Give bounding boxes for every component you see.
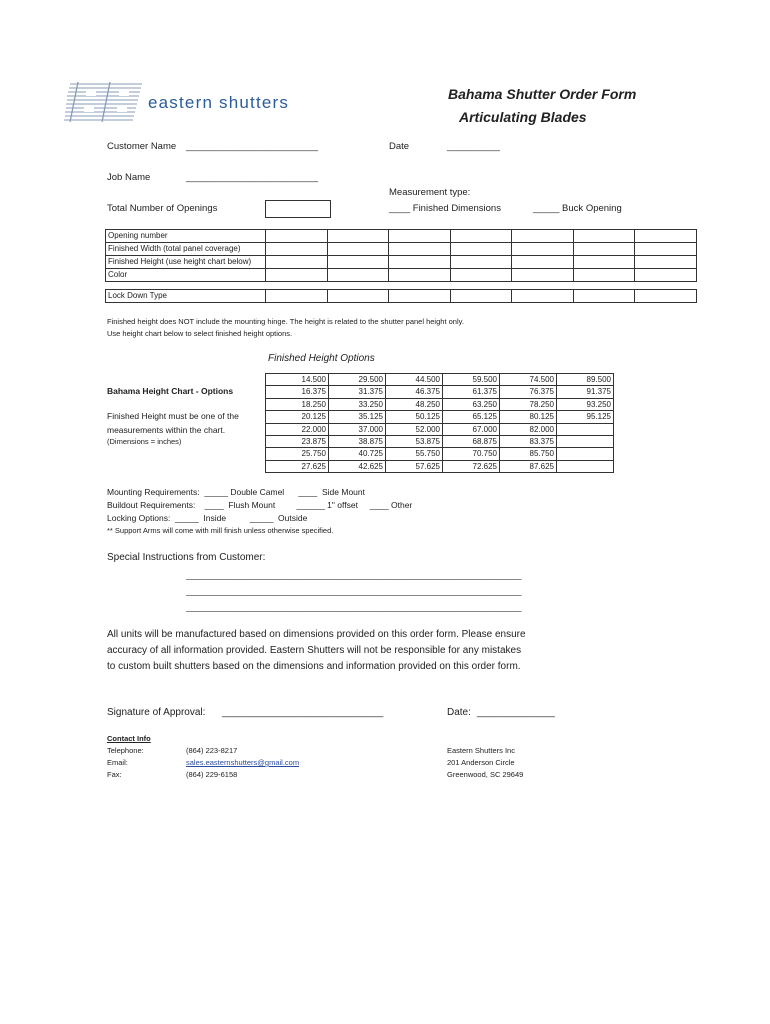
height-chart-cell: 38.875 xyxy=(329,436,386,448)
height-chart-cell: 50.125 xyxy=(386,411,443,423)
form-subtitle: Articulating Blades xyxy=(459,109,587,125)
height-chart-cell: 48.250 xyxy=(386,398,443,410)
opening-entry-cell[interactable] xyxy=(327,290,389,303)
opening-entry-cell[interactable] xyxy=(450,269,512,282)
opening-entry-cell[interactable] xyxy=(450,256,512,269)
lock-down-table xyxy=(105,289,697,303)
finished-dimensions-option[interactable]: ____ Finished Dimensions xyxy=(389,203,501,214)
opening-entry-cell[interactable] xyxy=(512,290,574,303)
opening-entry-cell[interactable] xyxy=(266,256,328,269)
height-chart-cell: 76.375 xyxy=(500,386,557,398)
height-chart-desc-3: (Dimensions = inches) xyxy=(107,437,182,446)
height-chart-cell xyxy=(557,448,614,460)
height-chart-cell: 35.125 xyxy=(329,411,386,423)
logo xyxy=(64,80,144,124)
opening-entry-cell[interactable] xyxy=(266,290,328,303)
opening-entry-cell[interactable] xyxy=(389,269,451,282)
measurement-type-label: Measurement type: xyxy=(389,187,471,198)
opening-entry-cell[interactable] xyxy=(389,243,451,256)
height-chart-cell: 23.875 xyxy=(266,436,329,448)
height-chart-cell: 95.125 xyxy=(557,411,614,423)
buildout-requirements[interactable]: Buildout Requirements: ____ Flush Mount ______ 1" offset ____ Other xyxy=(107,500,413,510)
job-name-field[interactable]: _________________________ xyxy=(186,172,319,183)
opening-table xyxy=(105,229,697,282)
height-chart-cell xyxy=(557,460,614,472)
mounting-requirements[interactable]: Mounting Requirements: _____ Double Camel ____ Side Mount xyxy=(107,487,365,497)
disclaimer-line-2: accuracy of all information provided. Eastern Shutters will not be responsible for any mistakes xyxy=(107,645,522,656)
opening-entry-cell[interactable] xyxy=(327,256,389,269)
height-chart-cell: 78.250 xyxy=(500,398,557,410)
signature-date-label: Date: xyxy=(447,707,471,718)
height-chart-cell: 80.125 xyxy=(500,411,557,423)
opening-entry-cell[interactable] xyxy=(573,243,635,256)
height-chart-cell: 37.000 xyxy=(329,423,386,435)
job-name-label: Job Name xyxy=(107,172,151,183)
customer-name-field[interactable]: _________________________ xyxy=(186,141,319,152)
height-chart-cell: 70.750 xyxy=(443,448,500,460)
buck-opening-option[interactable]: _____ Buck Opening xyxy=(533,203,622,214)
height-chart-cell: 53.875 xyxy=(386,436,443,448)
height-chart-cell: 74.500 xyxy=(500,374,557,386)
table-row xyxy=(266,411,614,423)
opening-entry-cell[interactable] xyxy=(512,243,574,256)
row-label-opening-number: Opening number xyxy=(106,230,266,243)
table-row xyxy=(266,398,614,410)
height-chart-cell: 42.625 xyxy=(329,460,386,472)
opening-entry-cell[interactable] xyxy=(327,269,389,282)
height-chart-cell: 25.750 xyxy=(266,448,329,460)
special-instructions-line-3[interactable]: _______________________________________________________________________ xyxy=(186,602,522,612)
date-label: Date xyxy=(389,141,410,152)
table-row xyxy=(266,460,614,472)
height-chart-cell: 33.250 xyxy=(329,398,386,410)
height-chart-cell xyxy=(557,423,614,435)
height-chart-cell: 18.250 xyxy=(266,398,329,410)
row-label-finished-width: Finished Width (total panel coverage) xyxy=(106,243,266,256)
opening-entry-cell[interactable] xyxy=(266,230,328,243)
opening-entry-cell[interactable] xyxy=(635,269,697,282)
height-chart-cell: 82.000 xyxy=(500,423,557,435)
signature-date-field[interactable]: ______________ xyxy=(477,707,555,718)
opening-entry-cell[interactable] xyxy=(327,230,389,243)
date-field[interactable]: __________ xyxy=(447,141,500,152)
height-chart-cell: 83.375 xyxy=(500,436,557,448)
height-chart-cell: 68.875 xyxy=(443,436,500,448)
height-chart-cell: 65.125 xyxy=(443,411,500,423)
total-openings-input[interactable] xyxy=(265,200,331,218)
opening-entry-cell[interactable] xyxy=(450,243,512,256)
disclaimer-line-1: All units will be manufactured based on dimensions provided on this order form. Please ensure xyxy=(107,629,526,640)
opening-entry-cell[interactable] xyxy=(635,290,697,303)
height-chart-cell: 14.500 xyxy=(266,374,329,386)
height-chart-table xyxy=(265,373,614,473)
disclaimer-line-3: to custom built shutters based on the dimensions and information provided on this order form. xyxy=(107,661,521,672)
height-chart-cell: 44.500 xyxy=(386,374,443,386)
height-chart-cell: 85.750 xyxy=(500,448,557,460)
opening-entry-cell[interactable] xyxy=(635,256,697,269)
special-instructions-line-1[interactable]: _______________________________________________________________________ xyxy=(186,570,522,580)
height-chart-cell: 93.250 xyxy=(557,398,614,410)
telephone-label: Telephone: xyxy=(107,746,144,755)
height-chart-title: Bahama Height Chart - Options xyxy=(107,386,234,396)
logo-icon xyxy=(64,80,144,124)
table-row xyxy=(106,243,697,256)
height-chart-cell: 46.375 xyxy=(386,386,443,398)
height-chart-cell: 52.000 xyxy=(386,423,443,435)
height-chart-cell: 59.500 xyxy=(443,374,500,386)
height-chart-cell: 91.375 xyxy=(557,386,614,398)
height-chart-cell: 89.500 xyxy=(557,374,614,386)
telephone-value: (864) 223-8217 xyxy=(186,746,238,755)
support-arms-note: ** Support Arms will come with mill finish unless otherwise specified. xyxy=(107,526,334,535)
brand-name: eastern shutters xyxy=(148,93,290,112)
opening-entry-cell[interactable] xyxy=(266,243,328,256)
note-line-2: Use height chart below to select finished height options. xyxy=(107,329,293,338)
opening-entry-cell[interactable] xyxy=(573,269,635,282)
table-row xyxy=(266,386,614,398)
email-label: Email: xyxy=(107,758,128,767)
height-chart-cell: 27.625 xyxy=(266,460,329,472)
height-chart-desc-2: measurements within the chart. xyxy=(107,425,226,435)
opening-entry-cell[interactable] xyxy=(389,256,451,269)
height-chart-cell: 63.250 xyxy=(443,398,500,410)
opening-entry-cell[interactable] xyxy=(389,230,451,243)
opening-entry-cell[interactable] xyxy=(635,243,697,256)
opening-entry-cell[interactable] xyxy=(450,230,512,243)
height-chart-caption: Finished Height Options xyxy=(268,353,375,364)
height-chart-cell: 72.625 xyxy=(443,460,500,472)
table-row xyxy=(266,436,614,448)
opening-entry-cell[interactable] xyxy=(635,230,697,243)
company-name: Eastern Shutters Inc xyxy=(447,746,515,755)
total-openings-label: Total Number of Openings xyxy=(107,203,218,214)
height-chart-cell: 55.750 xyxy=(386,448,443,460)
row-label-finished-height: Finished Height (use height chart below) xyxy=(106,256,266,269)
customer-name-label: Customer Name xyxy=(107,141,177,152)
fax-value: (864) 229-6158 xyxy=(186,770,238,779)
signature-label: Signature of Approval: xyxy=(107,707,206,718)
opening-entry-cell[interactable] xyxy=(573,290,635,303)
row-label-color: Color xyxy=(106,269,266,282)
fax-label: Fax: xyxy=(107,770,122,779)
opening-entry-cell[interactable] xyxy=(327,243,389,256)
locking-options[interactable]: Locking Options: _____ Inside _____ Outside xyxy=(107,513,308,523)
opening-entry-cell[interactable] xyxy=(266,269,328,282)
table-row xyxy=(266,423,614,435)
special-instructions-label: Special Instructions from Customer: xyxy=(107,552,266,563)
table-row xyxy=(106,269,697,282)
height-chart-cell: 16.375 xyxy=(266,386,329,398)
height-chart-cell: 61.375 xyxy=(443,386,500,398)
table-row xyxy=(106,256,697,269)
email-link[interactable]: sales.easternshutters@gmail.com xyxy=(186,758,300,767)
signature-field[interactable]: _____________________________ xyxy=(222,707,384,718)
height-chart-desc-1: Finished Height must be one of the xyxy=(107,411,239,421)
opening-entry-cell[interactable] xyxy=(450,290,512,303)
height-chart-cell: 22.000 xyxy=(266,423,329,435)
height-chart-cell: 31.375 xyxy=(329,386,386,398)
opening-entry-cell[interactable] xyxy=(389,290,451,303)
height-chart-cell: 20.125 xyxy=(266,411,329,423)
table-row xyxy=(266,448,614,460)
height-chart-cell: 87.625 xyxy=(500,460,557,472)
table-row xyxy=(106,290,697,303)
company-street: 201 Anderson Circle xyxy=(447,758,515,767)
opening-entry-cell[interactable] xyxy=(573,230,635,243)
special-instructions-line-2[interactable]: _______________________________________________________________________ xyxy=(186,586,522,596)
company-city: Greenwood, SC 29649 xyxy=(447,770,524,779)
note-line-1: Finished height does NOT include the mounting hinge. The height is related to the shutter panel height only. xyxy=(107,317,464,326)
height-chart-cell: 67.000 xyxy=(443,423,500,435)
height-chart-cell: 29.500 xyxy=(329,374,386,386)
opening-entry-cell[interactable] xyxy=(512,256,574,269)
row-label-lock-down: Lock Down Type xyxy=(106,290,266,303)
form-title: Bahama Shutter Order Form xyxy=(448,86,637,102)
height-chart-cell: 40.725 xyxy=(329,448,386,460)
contact-heading: Contact Info xyxy=(107,734,151,743)
opening-entry-cell[interactable] xyxy=(512,230,574,243)
table-row xyxy=(106,230,697,243)
height-chart-cell: 57.625 xyxy=(386,460,443,472)
opening-entry-cell[interactable] xyxy=(573,256,635,269)
height-chart-cell xyxy=(557,436,614,448)
table-row xyxy=(266,374,614,386)
opening-entry-cell[interactable] xyxy=(512,269,574,282)
